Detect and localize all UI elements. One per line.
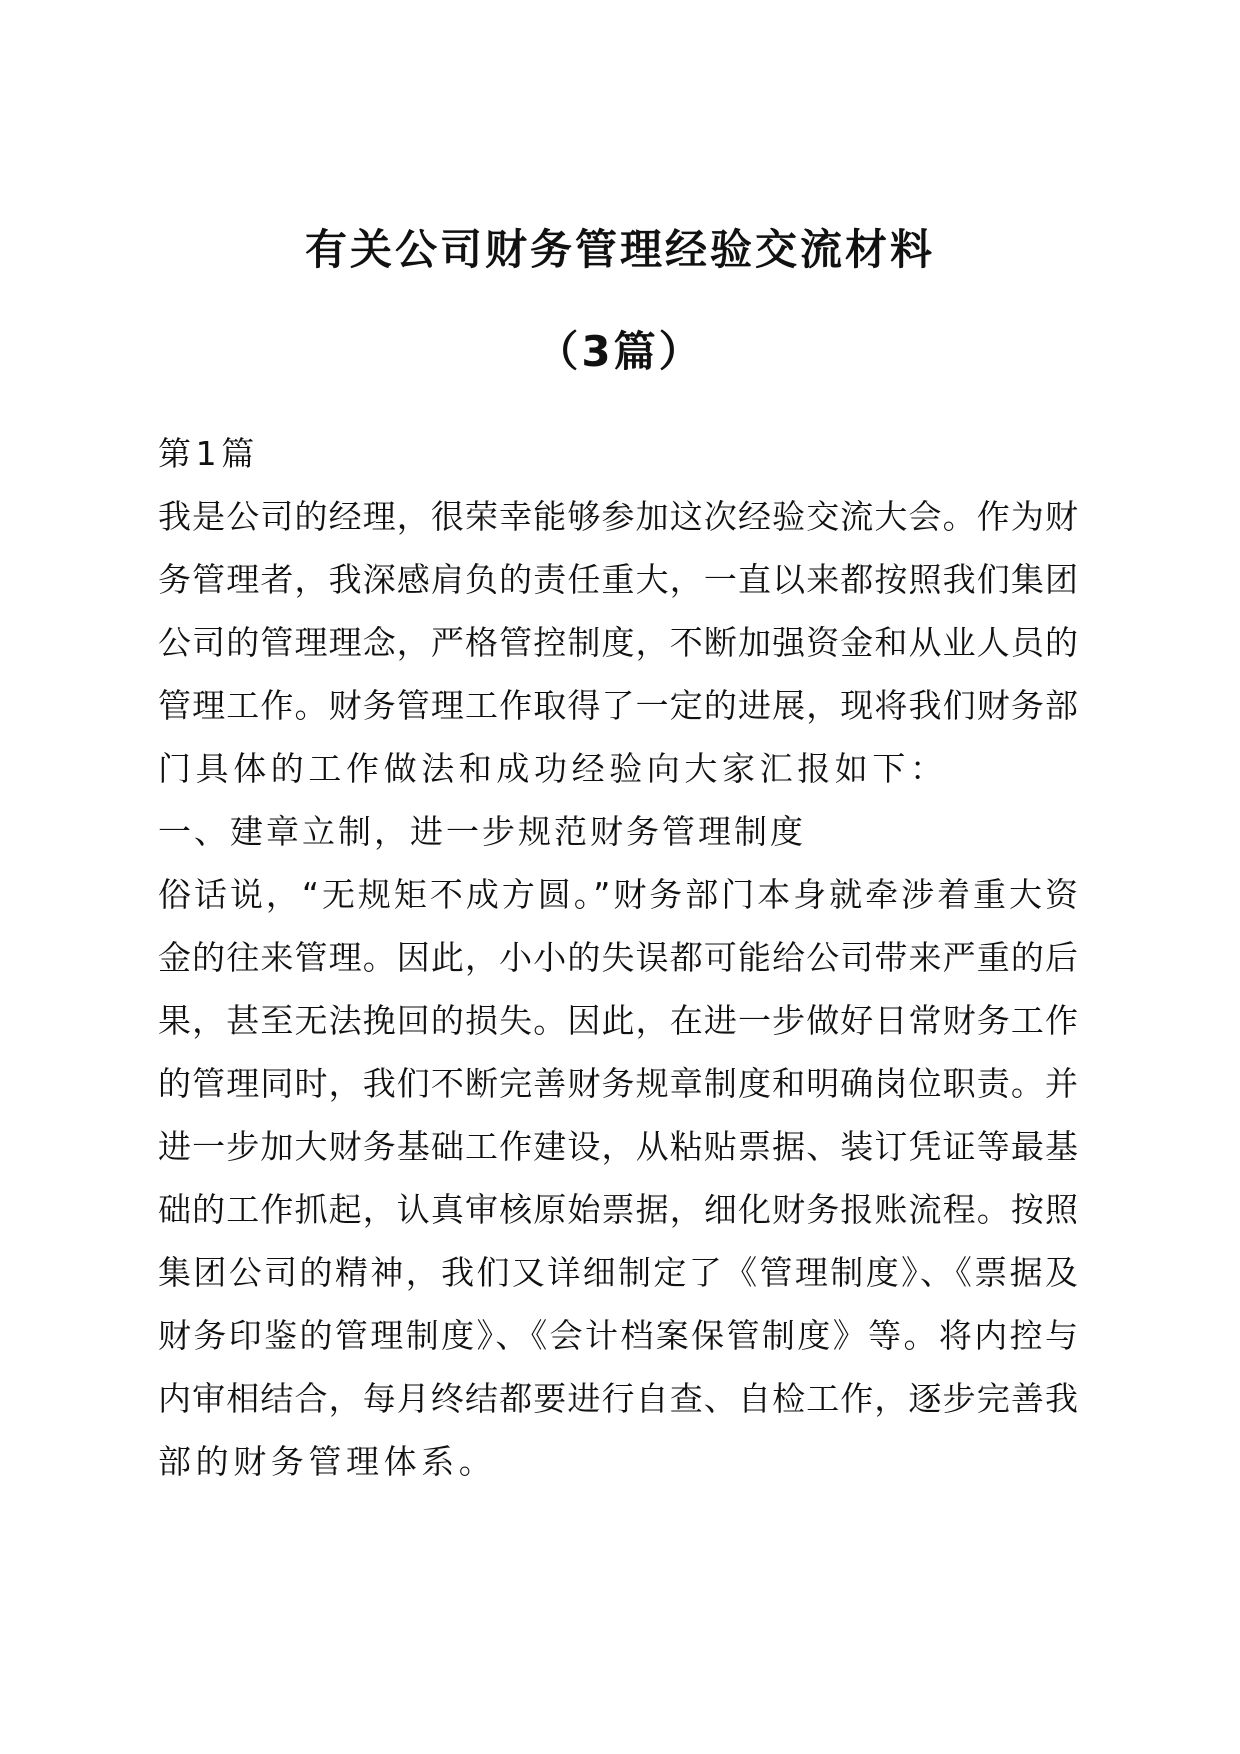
paragraph-line: 我是公司的经理，很荣幸能够参加这次经验交流大会。作为财: [158, 497, 1078, 536]
section-label: 第1篇: [158, 434, 259, 473]
paragraph-line: 果，甚至无法挽回的损失。因此，在进一步做好日常财务工作: [158, 1001, 1078, 1040]
paragraph-line: 公司的管理理念，严格管控制度，不断加强资金和从业人员的: [158, 623, 1078, 662]
paragraph-line: 金的往来管理。因此，小小的失误都可能给公司带来严重的后: [158, 938, 1078, 977]
paragraph-line: 础的工作抓起，认真审核原始票据，细化财务报账流程。按照: [158, 1190, 1078, 1229]
paragraph-line: 部的财务管理体系。: [158, 1442, 497, 1481]
paragraph-line: 集团公司的精神，我们又详细制定了《管理制度》、《票据及: [158, 1253, 1078, 1292]
paragraph-line: 的管理同时，我们不断完善财务规章制度和明确岗位职责。并: [158, 1064, 1078, 1103]
paragraph-line: 务管理者，我深感肩负的责任重大，一直以来都按照我们集团: [158, 560, 1078, 599]
paragraph-line: 进一步加大财务基础工作建设，从粘贴票据、装订凭证等最基: [158, 1127, 1078, 1166]
section-heading: 一、建章立制，进一步规范财务管理制度: [158, 812, 806, 851]
document-title: 有关公司财务管理经验交流材料: [304, 225, 935, 274]
paragraph-line: 财务印鉴的管理制度》、《会计档案保管制度》等。将内控与: [158, 1316, 1078, 1355]
paragraph-line: 内审相结合，每月终结都要进行自查、自检工作，逐步完善我: [158, 1379, 1078, 1418]
paragraph-line: 管理工作。财务管理工作取得了一定的进展，现将我们财务部: [158, 686, 1078, 725]
document-subtitle: （3篇）: [536, 327, 704, 376]
document-body: [158, 422, 1078, 1493]
paragraph-line: 俗话说，“无规矩不成方圆。”财务部门本身就牵涉着重大资: [158, 875, 1078, 914]
paragraph-line: 门具体的工作做法和成功经验向大家汇报如下：: [158, 749, 948, 788]
